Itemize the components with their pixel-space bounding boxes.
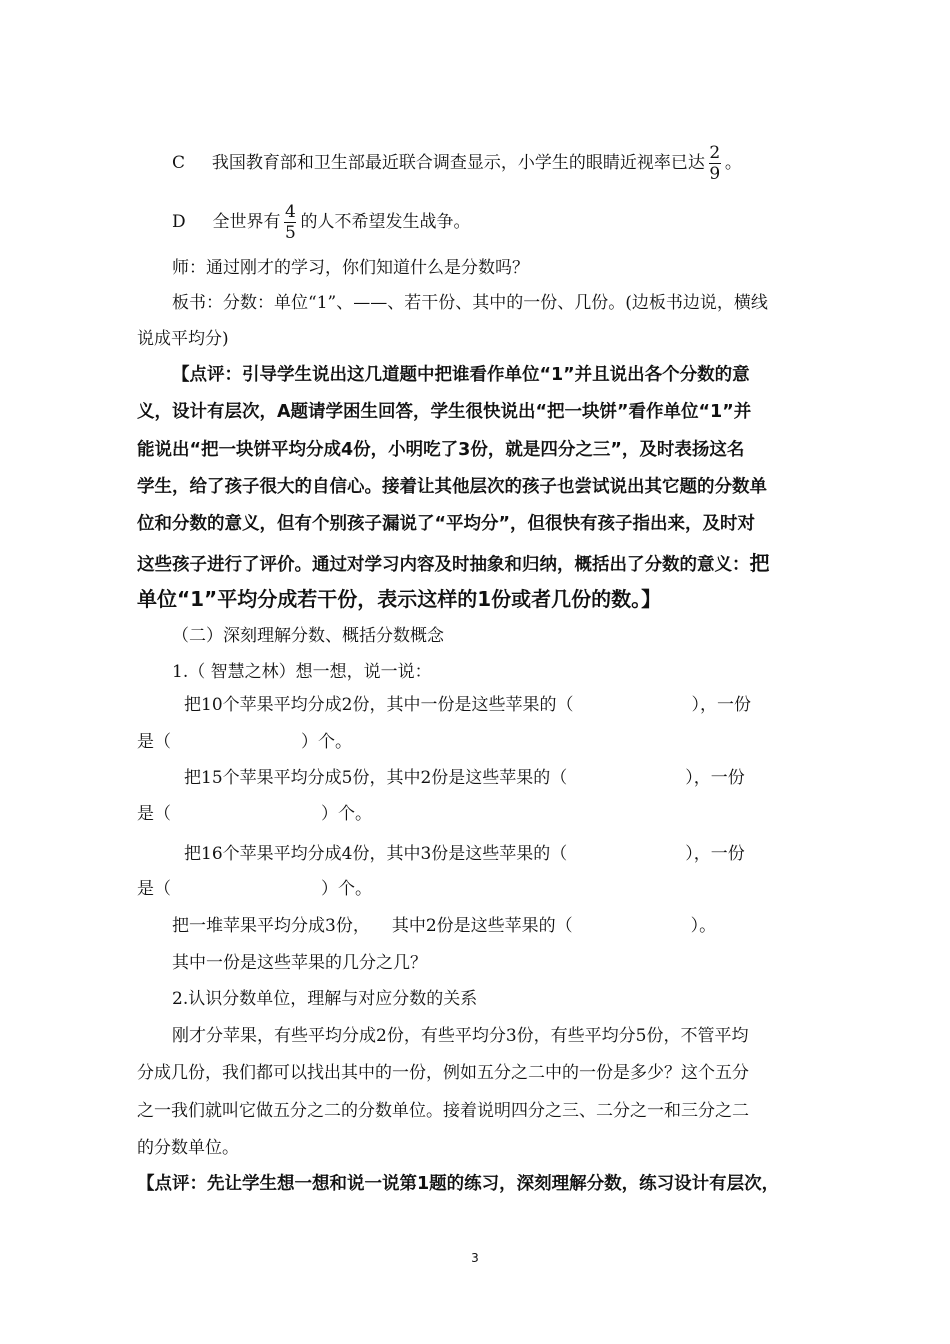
page-number: 3 [471,1251,479,1265]
review-1-line: 这些孩子进行了评价。通过对学习内容及时抽象和归纳，概括出了分数的意义：把 [137,551,770,575]
apple-question-2-cont: 是（ ）个。 [137,804,372,824]
option-c-label: C [172,153,186,173]
apple-question-4-sub: 其中一份是这些苹果的几分之几？ [172,953,427,973]
exercise-2-title: 2.认识分数单位，理解与对应分数的关系 [172,989,478,1009]
paragraph-line: 的分数单位。 [137,1138,239,1158]
paragraph-line: 之一我们就叫它做五分之二的分数单位。接着说明四分之三、二分之一和三分之二 [137,1101,749,1121]
option-d: D 全世界有 $\frac{4}{5}$ 的人不希望发生战争。 [172,202,471,243]
option-d-label: D [172,212,186,232]
apple-question-2: 把15个苹果平均分成5份，其中2份是这些苹果的（ ），一份 [184,768,745,788]
apple-question-3: 把16个苹果平均分成4份，其中3份是这些苹果的（ ），一份 [184,844,745,864]
review-1-line: 【点评：引导学生说出这几道题中把谁看作单位“1”并且说出各个分数的意 [172,365,750,385]
review-1-line: 位和分数的意义，但有个别孩子漏说了“平均分”，但很快有孩子指出来，及时对 [137,514,756,534]
paragraph-line: 分成几份，我们都可以找出其中的一份，例如五分之二中的一份是多少？这个五分 [137,1063,749,1083]
review-1-line: 义，设计有层次，A题请学困生回答，学生很快说出“把一块饼”看作单位“1”并 [137,402,752,422]
apple-question-3-cont: 是（ ）个。 [137,879,372,899]
review-1-line: 能说出“把一块饼平均分成4份，小明吃了3份，就是四分之三”，及时表扬这名 [137,440,745,460]
review-1-line: 学生，给了孩子很大的自信心。接着让其他层次的孩子也尝试说出其它题的分数单 [137,477,767,497]
exercise-1-title: 1.（ 智慧之林）想一想，说一说： [172,662,432,682]
apple-question-1-cont: 是（ ）个。 [137,732,352,752]
section-2-title: （二）深刻理解分数、概括分数概念 [172,626,444,646]
review-1-conclusion: 单位“1”平均分成若干份，表示这样的1份或者几份的数。】 [137,587,662,611]
paragraph-line: 刚才分苹果，有些平均分成2份，有些平均分3份，有些平均分5份，不管平均 [172,1026,749,1046]
board-line-2: 说成平均分) [137,329,229,349]
fraction-4-5: $\frac{4}{5}$ [285,202,296,243]
apple-question-1: 把10个苹果平均分成2份，其中一份是这些苹果的（ ），一份 [184,695,751,715]
teacher-question: 师：通过刚才的学习，你们知道什么是分数吗？ [172,258,529,278]
apple-question-4: 把一堆苹果平均分成3份， 其中2份是这些苹果的（ ）。 [172,916,717,936]
option-c-text: 我国教育部和卫生部最近联合调查显示，小学生的眼睛近视率已达 [211,153,705,173]
board-line-1: 板书：分数：单位“1”、——、若干份、其中的一份、几份。(边板书边说，横线 [172,293,768,313]
review-2-line: 【点评：先让学生想一想和说一说第1题的练习，深刻理解分数，练习设计有层次， [137,1174,780,1194]
fraction-2-9: $\frac{2}{9}$ [709,143,721,184]
option-c: C 我国教育部和卫生部最近联合调查显示，小学生的眼睛近视率已达 $\frac{2}{9}$ 。 [172,143,742,184]
